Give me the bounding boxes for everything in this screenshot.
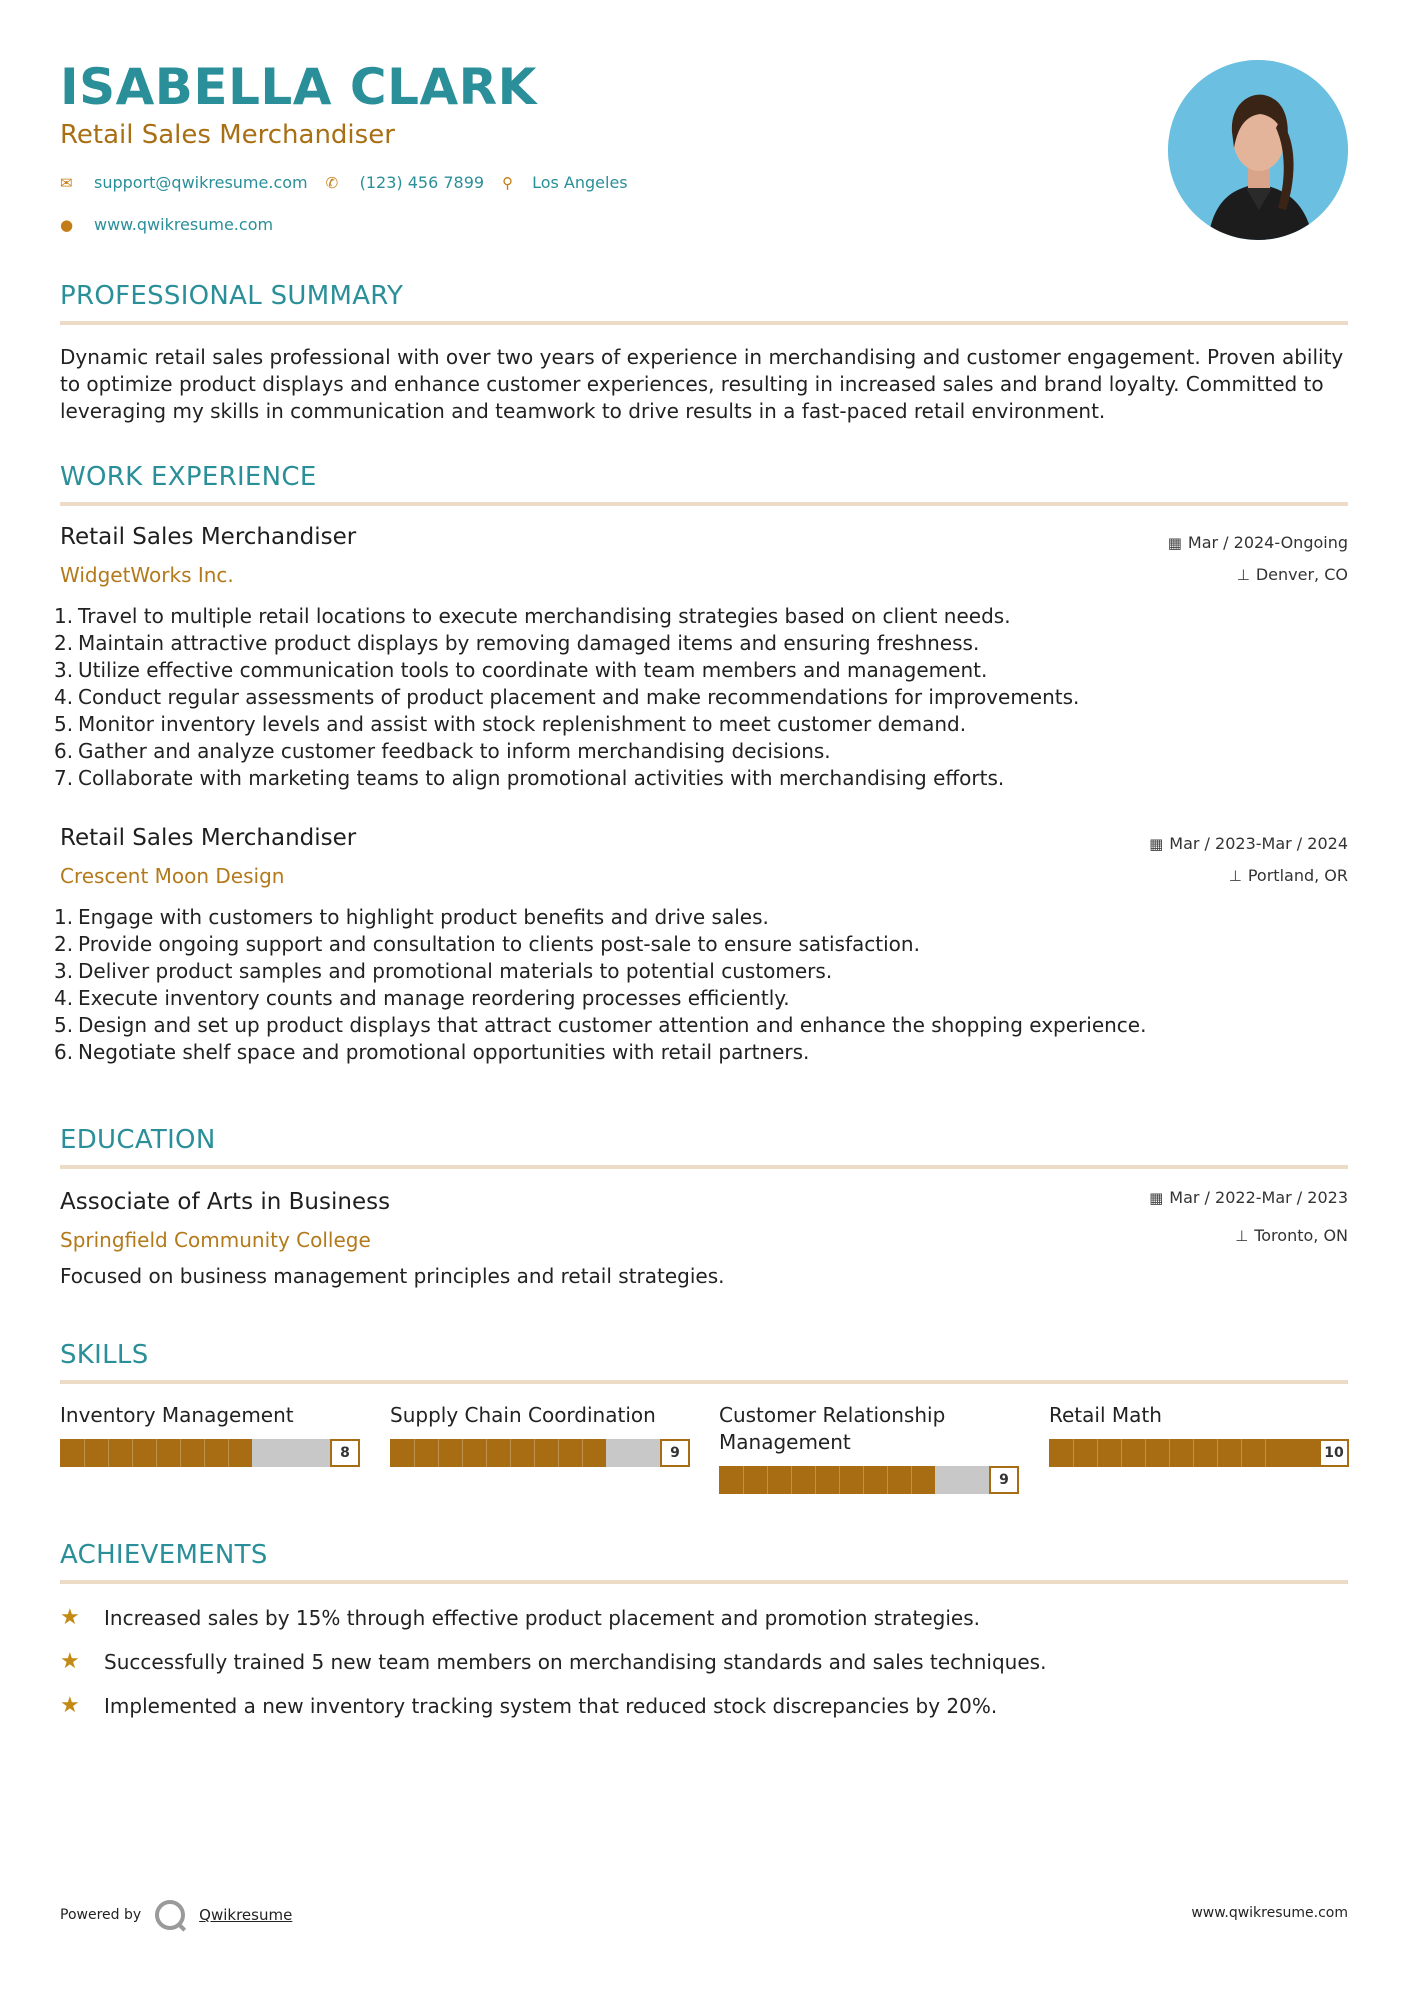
bullet-text: Maintain attractive product displays by removing damaged items and ensuring freshness. [78,631,980,655]
star-icon: ★ [60,1693,80,1718]
skill-bar-segment [510,1439,511,1467]
skill-bar-track [60,1439,330,1467]
qwikresume-logo-icon [155,1900,185,1930]
pushpin-icon: ⊥ [1236,566,1250,584]
skill-item [60,1402,360,1467]
skill-bar-segment [558,1439,559,1467]
skill-bar [390,1439,690,1467]
list-item: 2. Provide ongoing support and consultation to clients post-sale to ensure satisfaction. [54,932,920,956]
list-item: 5. Design and set up product displays that attract customer attention and enhance the shopping experience. [54,1013,1147,1037]
skill-bar-segment [743,1466,744,1494]
skill-bar [1049,1439,1349,1467]
location-text: Los Angeles [532,173,628,192]
skill-bar-segment [414,1439,415,1467]
skill-bar-segment [438,1439,439,1467]
skill-level-badge: 9 [989,1466,1019,1494]
star-icon: ★ [60,1605,80,1630]
achievement-text: Successfully trained 5 new team members on merchandising standards and sales techniques. [104,1649,1047,1674]
list-item: 3. Utilize effective communication tools to coordinate with team members and management. [54,658,988,682]
star-icon: ★ [60,1649,80,1674]
skill-bar-segment [1145,1439,1146,1467]
skill-bar-segment [228,1439,229,1467]
map-pin-icon: ⚲ [502,173,514,192]
job-bullets [54,603,1350,792]
skill-bar-segment [1121,1439,1122,1467]
bullet-text: Travel to multiple retail locations to execute merchandising strategies based on client needs. [78,604,1011,628]
profile-photo [1168,60,1348,240]
skill-bar-fill [390,1439,606,1467]
skill-bar-segment [911,1466,912,1494]
summary-text: Dynamic retail sales professional with over two years of experience in merchandising and customer engagement. Proven ability to optimize product displays and enhance customer experiences, resulting in increased sales and brand loyalty. Committed to leveraging my skills in communication and teamwork to drive results in a fast-paced retail environment. [60,345,1344,423]
skill-bar-segment [84,1439,85,1467]
skill-bar-segment [1097,1439,1098,1467]
skill-bar-segment [1073,1439,1074,1467]
list-item: 7. Collaborate with marketing teams to align promotional activities with merchandising efforts. [54,766,1005,790]
bullet-text: Provide ongoing support and consultation to clients post-sale to ensure satisfaction. [78,932,920,956]
skills-divider [60,1380,1348,1384]
bullet-text: Collaborate with marketing teams to align promotional activities with merchandising efforts. [78,766,1005,790]
education-location [1235,1226,1348,1245]
job-bullets [54,904,1350,1066]
phone-text[interactable]: (123) 456 7899 [359,173,485,192]
skill-item [719,1402,1019,1494]
skill-bar-segment [180,1439,181,1467]
footer-powered-by [60,1900,292,1930]
bullet-text: Gather and analyze customer feedback to inform merchandising decisions. [78,739,831,763]
achievement-text: Implemented a new inventory tracking system that reduced stock discrepancies by 20%. [104,1693,998,1718]
achievements-divider [60,1580,1348,1584]
skill-level-badge: 10 [1319,1439,1349,1467]
calendar-icon: ▦ [1167,534,1182,552]
skill-level-badge: 8 [330,1439,360,1467]
achievement-item [60,1649,1046,1674]
email-item[interactable] [60,173,308,192]
company-name: WidgetWorks Inc. [60,563,234,587]
summary-heading: PROFESSIONAL SUMMARY [60,281,404,311]
achievement-item [60,1693,997,1718]
calendar-icon: ▦ [1149,835,1164,853]
achievement-text: Increased sales by 15% through effective product placement and promotion strategies. [104,1605,980,1630]
job-dates [1168,533,1348,552]
list-item: 4. Execute inventory counts and manage reordering processes efficiently. [54,986,790,1010]
skill-name: Inventory Management [60,1403,294,1427]
list-item: 1. Engage with customers to highlight product benefits and drive sales. [54,905,769,929]
skill-bar-segment [791,1466,792,1494]
summary-divider [60,321,1348,325]
skill-bar-segment [1169,1439,1170,1467]
skill-name: Retail Math [1049,1403,1162,1427]
brand-link[interactable]: Qwikresume [199,1906,293,1924]
pushpin-icon: ⊥ [1235,1227,1249,1245]
skill-bar-segment [863,1466,864,1494]
job-dates-text: Mar / 2024-Ongoing [1187,533,1348,552]
skill-bar-segment [462,1439,463,1467]
list-item: 6. Negotiate shelf space and promotional opportunities with retail partners. [54,1040,810,1064]
skill-bar-fill [719,1466,935,1494]
skill-bar-segment [1241,1439,1242,1467]
pushpin-icon: ⊥ [1228,867,1242,885]
skill-bar-segment [582,1439,583,1467]
envelope-icon: ✉ [60,173,73,192]
degree-title: Associate of Arts in Business [60,1189,391,1215]
skill-name: Customer Relationship Management [719,1403,946,1454]
globe-icon: ● [60,215,74,234]
company-name: Crescent Moon Design [60,864,285,888]
education-divider [60,1165,1348,1169]
candidate-name: ISABELLA CLARK [60,58,537,116]
education-heading: EDUCATION [60,1125,216,1155]
list-item: 6. Gather and analyze customer feedback to inform merchandising decisions. [54,739,831,763]
skill-bar-segment [204,1439,205,1467]
achievements-heading: ACHIEVEMENTS [60,1540,268,1570]
skill-bar-segment [156,1439,157,1467]
list-item: 3. Deliver product samples and promotional materials to potential customers. [54,959,833,983]
job-title: Retail Sales Merchandiser [60,825,357,851]
list-item: 5. Monitor inventory levels and assist with stock replenishment to meet customer demand. [54,712,967,736]
website-row [60,215,291,234]
skill-bar-segment [767,1466,768,1494]
experience-divider [60,502,1348,506]
contact-row [60,173,646,192]
job-dates [1149,834,1348,853]
bullet-text: Engage with customers to highlight product benefits and drive sales. [78,905,769,929]
skill-bar-segment [1217,1439,1218,1467]
skill-bar-segment [534,1439,535,1467]
bullet-text: Negotiate shelf space and promotional opportunities with retail partners. [78,1040,810,1064]
education-dates-text: Mar / 2022-Mar / 2023 [1169,1188,1348,1207]
skill-level-badge: 9 [660,1439,690,1467]
list-item: 4. Conduct regular assessments of product placement and make recommendations for improvements. [54,685,1080,709]
bullet-text: Monitor inventory levels and assist with stock replenishment to meet customer demand. [78,712,967,736]
skill-bar-segment [839,1466,840,1494]
skill-bar-track [390,1439,660,1467]
job-location-text: Denver, CO [1255,565,1348,584]
list-item: 2. Maintain attractive product displays by removing damaged items and ensuring freshness. [54,631,980,655]
skill-bar-fill [1049,1439,1319,1467]
email-text[interactable]: support@qwikresume.com [94,173,308,192]
skill-bar-segment [887,1466,888,1494]
skill-item [390,1402,690,1467]
bullet-text: Design and set up product displays that attract customer attention and enhance the shopping experience. [78,1013,1147,1037]
calendar-icon: ▦ [1149,1189,1164,1207]
powered-by-label: Powered by [60,1907,142,1923]
education-dates [1149,1188,1348,1207]
list-item: 1. Travel to multiple retail locations to execute merchandising strategies based on client needs. [54,604,1011,628]
skill-bar-segment [486,1439,487,1467]
skill-bar-segment [815,1466,816,1494]
website-item[interactable] [60,215,273,234]
profile-photo-illustration [1168,60,1348,240]
experience-heading: WORK EXPERIENCE [60,462,317,492]
footer-website[interactable]: www.qwikresume.com [1191,1905,1348,1921]
phone-item[interactable] [326,173,484,192]
bullet-text: Utilize effective communication tools to coordinate with team members and management. [78,658,988,682]
bullet-text: Execute inventory counts and manage reordering processes efficiently. [78,986,790,1010]
job-location-text: Portland, OR [1247,866,1348,885]
location-item [502,173,628,192]
bullet-text: Deliver product samples and promotional materials to potential customers. [78,959,833,983]
achievement-item [60,1605,980,1630]
skill-item [1049,1402,1349,1467]
job-title: Retail Sales Merchandiser [60,524,357,550]
skill-bar-track [1049,1439,1319,1467]
skill-bar [60,1439,360,1467]
skill-bar-segment [132,1439,133,1467]
candidate-role: Retail Sales Merchandiser [60,120,395,150]
skill-name: Supply Chain Coordination [390,1403,656,1427]
skill-bar-track [719,1466,989,1494]
phone-icon: ✆ [325,173,339,192]
skill-bar [719,1466,1019,1494]
skill-bar-segment [1265,1439,1266,1467]
bullet-text: Conduct regular assessments of product placement and make recommendations for improvements. [78,685,1080,709]
school-name: Springfield Community College [60,1228,371,1252]
job-location [1229,866,1348,885]
education-location-text: Toronto, ON [1254,1226,1348,1245]
job-dates-text: Mar / 2023-Mar / 2024 [1169,834,1348,853]
website-text[interactable]: www.qwikresume.com [94,215,274,234]
skill-bar-segment [1193,1439,1194,1467]
job-location [1237,565,1348,584]
skill-bar-segment [108,1439,109,1467]
skills-heading: SKILLS [60,1340,149,1370]
education-description: Focused on business management principles and retail strategies. [60,1264,725,1288]
